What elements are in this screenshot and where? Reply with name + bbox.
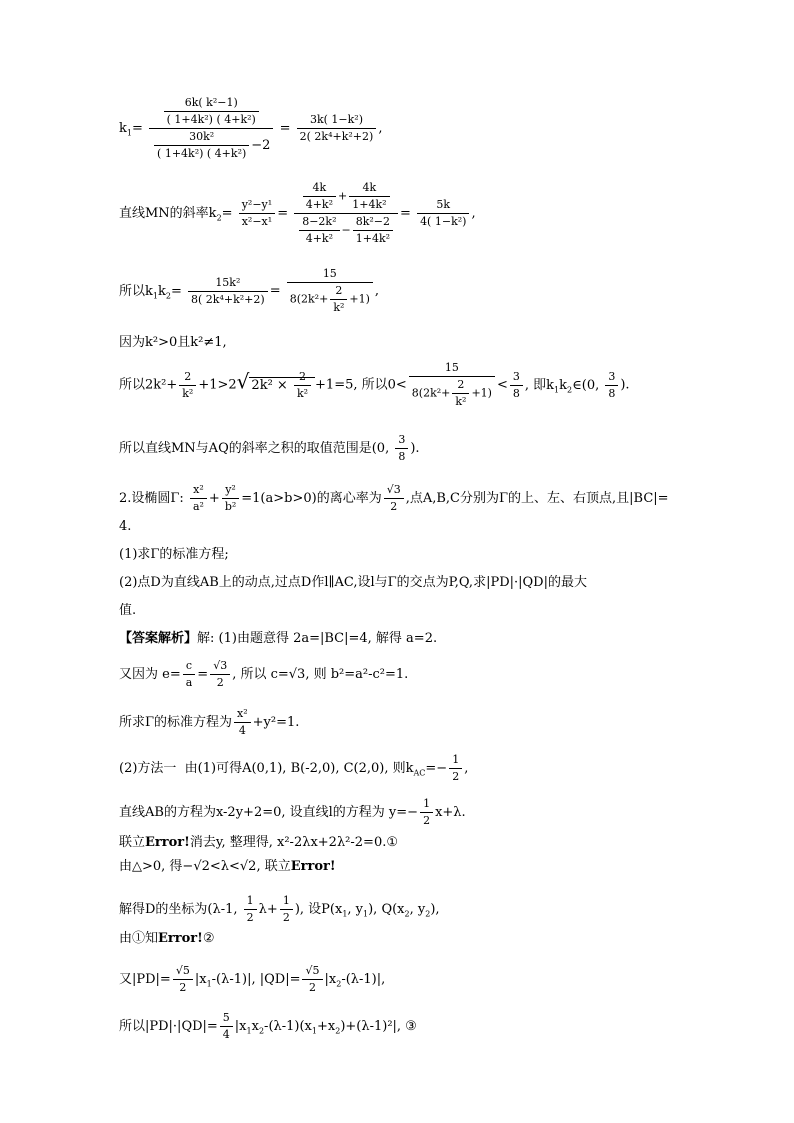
text-line-11: 值. (119, 603, 137, 618)
answer-label: 【答案解析】 (119, 631, 198, 646)
answer-text: 解: (1)由题意得 2a=|BC|=4, 解得 a=2. (197, 631, 438, 646)
discriminant-line (119, 858, 336, 876)
text-eq-2: ② (202, 931, 215, 946)
question-2: (2)点D为直线AB上的动点,过点D作l∥AC,设l与Γ的交点为P,Q,求|PD|·|QD|的最大 (119, 575, 587, 590)
problem-2-statement: 2.设椭圆Γ: $\frac{\text{x²}}{\text{a²}}$ + $\frac{\text{y²}}{\text{b²}}$ =1(a>b>0)的离心率为 $\frac{√3}{2}$ ,点A,B,C分别为Γ的上、左、右顶点,且|BC|= (119, 483, 669, 513)
standard-equation-line: 所求Γ的标准方程为 $\frac{\text{x²}}{4}$ +y²=1. (119, 707, 300, 737)
text-from-1: 由①知 (119, 931, 159, 946)
inequality-line: 所以2k²+ $\frac{2}{\text{k²}}$ +1>2√ 2k² × $\frac{2}{\text{k²}}$ +1=5, 所以0< 15 8(2k²+ $\frac{2}{\text{k²}}$ +1) < $\frac{3}{8}$ , 即$k_1k_2\in(0$, $\frac{3}{8}$ ). (119, 361, 630, 408)
text-line-4: 因为k²>0且k²≠1, (119, 335, 227, 350)
simultaneous-line (119, 834, 398, 852)
question-1: (1)求Γ的标准方程; (119, 547, 229, 562)
product-line: 所以|PD|·|QD|= $\frac{5}{4}$ $|x_1x_2-(\lambda-1)(x_1+x_2)+(\lambda-1)^2|$, ③ (119, 1011, 417, 1041)
formula-k1k2: 所以$k_1k_2=$ $\frac{\text{15k²}}{\text{8( 2k⁴+k²+2)}}$ = 15 8(2k²+ $\frac{2}{\text{k²}}$ +1) , (119, 267, 380, 314)
eccentricity-line: 又因为 e= $\frac{c}{a}$ = $\frac{√3}{2}$ , 所以 c=√3, 则 b²=a²-c²=1. (119, 659, 409, 689)
formula-k1: $k_1=$ $\frac{\text{6k( k²−1)}}{\text{( 1+4k²) ( 4+k²)}}$ $\frac{\text{30k²}}{\text{( 1+4k²) ( 4+k²)}}$ −2 = $\frac{\text{3k( 1−k²)}}{\text{2( 2k⁴+k²+2)}}$ , (119, 96, 383, 160)
formula-k2: 直线MN的斜率$k_2=$ $\frac{\text{y²−y¹}}{\text{x²−x¹}}$ = $\frac{4k}{\text{4+k²}}$ + $\frac{4k}{\text{1+4k²}}$ $\frac{\text{8−2k²}}{\text{4+k²}}$ − $\frac{\text{8k²−2}}{\text{1+4k²}}$ = $\frac{5k}{\text{4( 1−k²)}}$ , (119, 181, 476, 245)
error-marker-3: Error! (158, 931, 203, 946)
error-marker-2: Error! (290, 859, 336, 874)
point-d-line: 解得D的坐标为(λ-1, $\frac{1}{2}$ λ+ $\frac{1}{2}$ ), 设$P(x_1$, $y_1$), $Q(x_2$, $y_2$), (119, 894, 440, 924)
line-ab-equation: 直线AB的方程为x-2y+2=0, 设直线l的方程为 y=− $\frac{1}{2}$ x+λ. (119, 797, 466, 827)
distance-line: 又|PD|= $\frac{√5}{2}$ $|x_1-(\lambda-1)|$, |QD|= $\frac{√5}{2}$ $|x_2-(\lambda-1)|$, (119, 964, 386, 994)
range-conclusion: 所以直线MN与AQ的斜率之积的取值范围是(0, $\frac{3}{8}$ ). (119, 433, 420, 463)
answer-heading-line (119, 630, 437, 648)
text-line-8: 4. (119, 519, 132, 534)
method-one-line: (2)方法一 由(1)可得A(0,1), B(-2,0), C(2,0), 则$k_{AC}=-$ $\frac{1}{2}$ , (119, 753, 469, 783)
text-lianli: 联立 (119, 835, 146, 850)
vieta-line (119, 930, 215, 948)
text-discriminant: 由△>0, 得−√2<λ<√2, 联立 (119, 859, 291, 874)
error-marker-1: Error! (145, 835, 190, 850)
text-eq-1: 消去y, 整理得, x²-2λx+2λ²-2=0.① (189, 835, 399, 850)
